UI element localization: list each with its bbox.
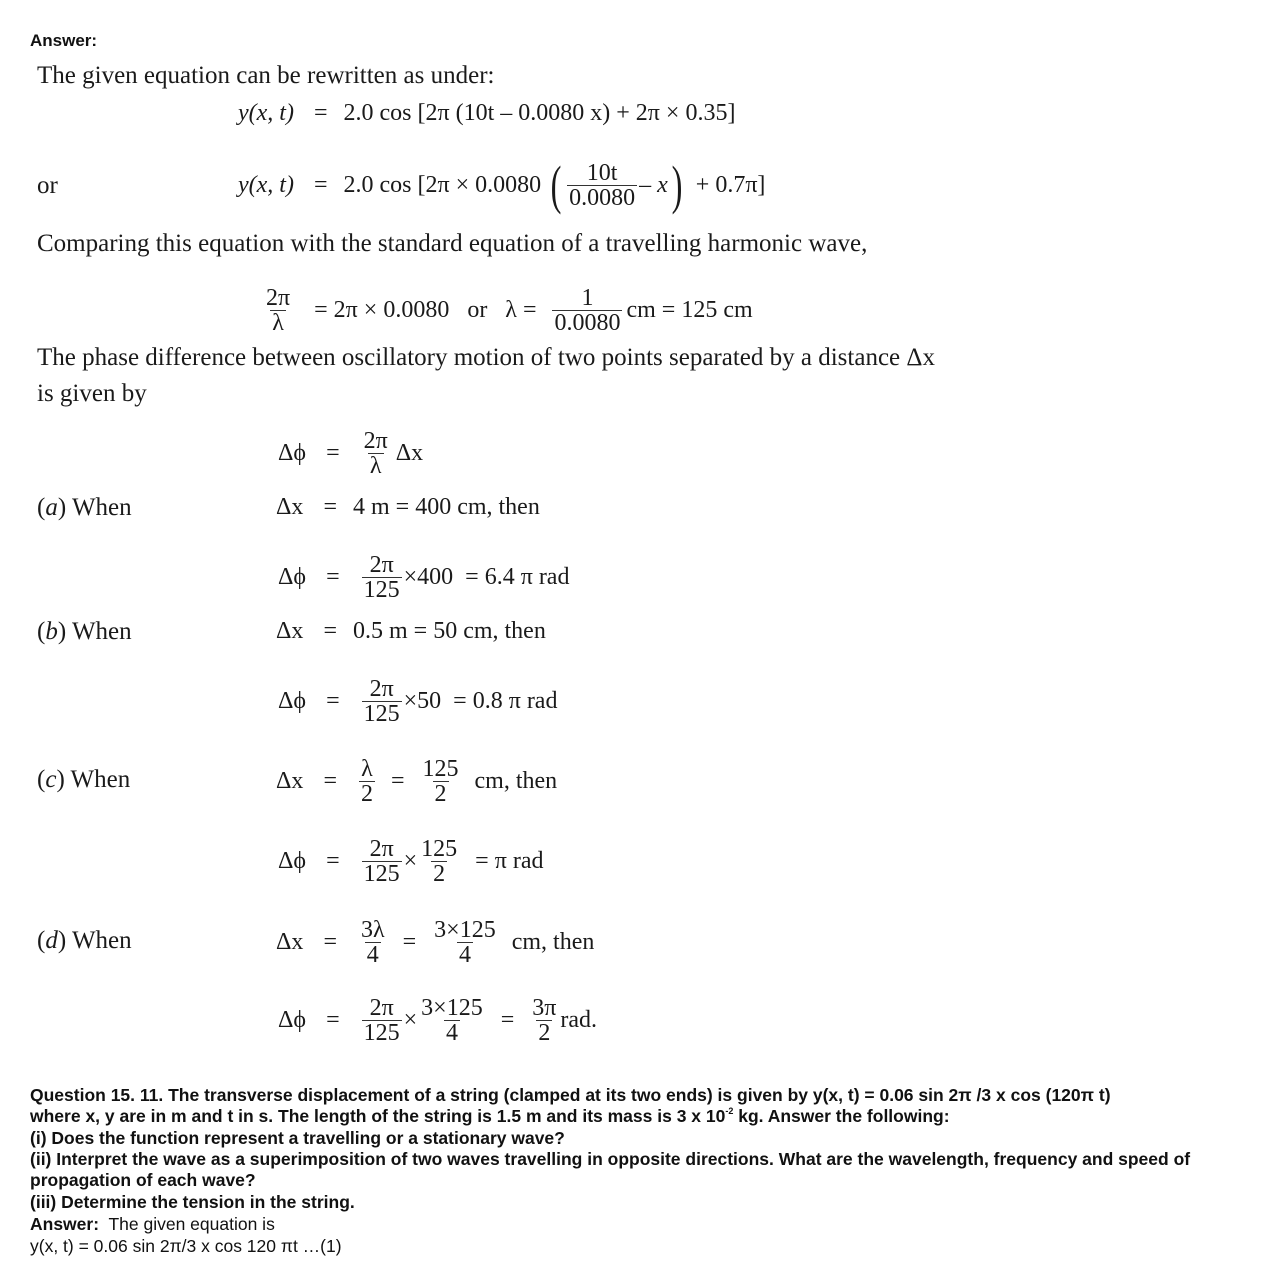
case-c-dphi-den: 125 (363, 860, 400, 887)
comparing-text: Comparing this equation with the standard equation of a travelling harmonic wave, (37, 230, 868, 257)
case-a-open: ( (37, 494, 46, 521)
case-d-dx-lhs: Δx (276, 928, 304, 955)
case-b-dphi-num: 2π (369, 675, 394, 702)
case-a-dphi-equals: = (326, 563, 340, 590)
case-a-dx-equals: = (323, 494, 337, 520)
case-b-dx-equals: = (323, 618, 337, 644)
case-b-dphi-equals: = (326, 687, 340, 714)
case-d-dx-f1-den: 4 (366, 941, 379, 968)
case-c-dx-frac1 (359, 757, 375, 806)
question-part-ii: (ii) Interpret the wave as a superimposition of two waves travelling in opposite directions. What are the wavelength, frequency and speed of (30, 1149, 1191, 1169)
case-d-dphi-equals2: = (500, 1006, 515, 1033)
case-a-dphi-den: 125 (363, 576, 400, 603)
case-a-dx-rhs: 4 m = 400 cm, then (352, 494, 540, 520)
question-line-2a: where x, y are in m and t in s. The length of the string is 1.5 m and its mass is 3 x 10 (30, 1106, 726, 1126)
case-c-dphi-frac2 (419, 837, 459, 886)
case-c-dphi-num: 2π (369, 835, 394, 862)
equation-4 (278, 418, 423, 488)
answer-text: The given equation is (99, 1214, 275, 1234)
question-line-2 (30, 1106, 950, 1127)
eq2-after-frac: – x (639, 171, 668, 198)
case-d-dphi-f3-den: 2 (538, 1019, 551, 1046)
case-c-dx-f1-num: λ (361, 755, 373, 782)
case-c-dx-tail: cm, then (474, 767, 558, 794)
eq4-equals: = (326, 439, 340, 466)
question-part-ii-cont: propagation of each wave? (30, 1170, 256, 1190)
case-c-dx-equals: = (323, 767, 337, 794)
case-d-dx-f1-num: 3λ (360, 916, 385, 943)
eq1-equals: = (313, 100, 328, 126)
case-d-open: ( (37, 927, 46, 954)
case-d-dphi-frac3 (530, 996, 558, 1045)
eq2-open-paren: ( (550, 155, 562, 215)
case-d-dx-frac2 (432, 918, 498, 967)
case-d-dphi-f2-den: 4 (445, 1019, 458, 1046)
case-a-letter: a (45, 494, 58, 521)
case-b-dphi-den: 125 (363, 700, 400, 727)
case-c-letter: c (45, 766, 57, 793)
eq2-frac-den: 0.0080 (569, 184, 636, 211)
question-line-2-sup: -2 (725, 1106, 734, 1116)
case-b-dphi-lhs: Δϕ (278, 687, 307, 714)
eq2-equals: = (313, 171, 328, 198)
case-b-dphi-tail: ×50 = 0.8 π rad (403, 687, 558, 714)
case-c-dphi-f2-den: 2 (433, 860, 446, 887)
eq4-tail: Δx (395, 439, 424, 466)
case-d-dphi-times: × (403, 1006, 418, 1033)
case-c-label (37, 766, 130, 794)
eq4-frac-num: 2π (363, 427, 388, 454)
answer-line (30, 1214, 275, 1235)
case-b-label (37, 618, 132, 646)
case-d-dphi-equals: = (326, 1006, 340, 1033)
eq4-lhs: Δϕ (278, 439, 307, 466)
case-a-dphi-frac (362, 553, 402, 602)
case-c-dx-frac2 (421, 757, 461, 806)
phase-text-line1: The phase difference between oscillatory motion of two points separated by a distance Δx (37, 344, 935, 371)
case-c-close: ) When (56, 766, 131, 793)
case-d-dphi-lhs: Δϕ (278, 1006, 307, 1033)
final-equation: y(x, t) = 0.06 sin 2π/3 x cos 120 πt …(1) (30, 1236, 342, 1256)
case-d-dx-tail: cm, then (511, 928, 595, 955)
case-d-dphi-den: 125 (363, 1019, 400, 1046)
case-c-dphi-equals: = (326, 847, 340, 874)
case-b-dx (276, 618, 546, 645)
eq1-lhs: y(x, t) (238, 100, 294, 126)
case-c-dphi-lhs: Δϕ (278, 847, 307, 874)
case-c-dphi-frac1 (362, 837, 402, 886)
eq2-rhs-a: 2.0 cos [2π × 0.0080 (343, 171, 542, 198)
case-b-dx-rhs: 0.5 m = 50 cm, then (352, 618, 546, 644)
answer-label: Answer: (30, 1214, 100, 1234)
case-c-dx-f1-den: 2 (360, 780, 373, 807)
case-d-dx-equals: = (323, 928, 337, 955)
case-a-dx-lhs: Δx (276, 494, 304, 520)
case-c-dx-f2-den: 2 (434, 780, 447, 807)
case-a-dphi-num: 2π (369, 551, 394, 578)
case-c-dphi-times: × (403, 847, 418, 874)
case-a-dphi-tail: ×400 = 6.4 π rad (403, 563, 570, 590)
case-c-dphi (278, 826, 543, 896)
case-d-label (37, 927, 132, 955)
case-d-dphi-tail: rad. (560, 1006, 598, 1033)
eq3-frac2-num: 1 (581, 284, 594, 311)
case-d-close: ) When (57, 927, 132, 954)
case-d-dx-f2-den: 4 (458, 941, 471, 968)
eq3-frac1-den: λ (272, 309, 284, 336)
eq4-fraction (362, 429, 390, 478)
case-d-dphi (278, 985, 597, 1055)
question-line-1: Question 15. 11. The transverse displacement of a string (clamped at its two ends) is given by y(x, t) = 0.06 sin 2π /3 x cos (120π t) (30, 1085, 1111, 1105)
equation-3 (262, 275, 753, 345)
case-d-dx-equals2: = (402, 928, 417, 955)
eq3-frac2 (552, 286, 622, 335)
question-line-2b: kg. Answer the following: (733, 1106, 950, 1126)
intro-text: The given equation can be rewritten as under: (37, 62, 495, 89)
eq2-close-paren: ) (671, 155, 683, 215)
eq1-rhs: 2.0 cos [2π (10t – 0.0080 x) + 2π × 0.35] (343, 100, 736, 126)
case-d-dphi-f2-num: 3×125 (421, 994, 483, 1021)
case-d-dphi-num: 2π (369, 994, 394, 1021)
case-a-dx (276, 494, 540, 521)
case-d-dphi-frac1 (362, 996, 402, 1045)
case-d-letter: d (45, 927, 58, 954)
eq4-frac-den: λ (369, 452, 382, 479)
case-d-dphi-f3-num: 3π (532, 994, 557, 1021)
case-d-dx-f2-num: 3×125 (434, 916, 496, 943)
case-c-dphi-tail: = π rad (475, 847, 544, 874)
case-a-dphi (278, 542, 569, 612)
case-c-open: ( (37, 766, 46, 793)
case-c-dx (276, 746, 557, 816)
eq3-tail: cm = 125 cm (626, 296, 753, 323)
case-c-dx-equals2: = (390, 767, 405, 794)
case-b-dx-lhs: Δx (276, 618, 304, 644)
case-c-dphi-f2-num: 125 (421, 835, 458, 862)
case-d-dphi-frac2 (419, 996, 485, 1045)
equation-1 (238, 100, 735, 127)
eq2-prefix: or (37, 172, 58, 199)
answer-heading: Answer: (30, 31, 98, 50)
case-a-close: ) When (57, 494, 132, 521)
eq2-lhs: y(x, t) (238, 171, 294, 198)
eq3-frac2-den: 0.0080 (554, 309, 621, 336)
eq2-frac-num: 10t (586, 159, 618, 186)
question-part-iii: (iii) Determine the tension in the string. (30, 1192, 355, 1212)
eq3-mid: = 2π × 0.0080 or λ = (314, 296, 537, 323)
eq2-rhs-b: + 0.7π] (695, 171, 766, 198)
question-part-i: (i) Does the function represent a travelling or a stationary wave? (30, 1128, 565, 1148)
phase-text-line2: is given by (37, 380, 147, 407)
eq3-frac1 (264, 286, 292, 335)
case-b-dphi-frac (362, 677, 402, 726)
case-b-close: ) When (57, 618, 132, 645)
case-b-dphi (278, 666, 557, 736)
case-c-dx-f2-num: 125 (422, 755, 459, 782)
eq2-fraction (567, 161, 637, 210)
case-b-open: ( (37, 618, 46, 645)
case-c-dx-lhs: Δx (276, 767, 304, 794)
case-b-letter: b (45, 618, 58, 645)
case-d-dx (276, 907, 594, 977)
case-a-label (37, 494, 132, 522)
case-a-dphi-lhs: Δϕ (278, 563, 307, 590)
equation-2 (238, 150, 765, 220)
case-d-dx-frac1 (359, 918, 387, 967)
eq3-frac1-num: 2π (266, 284, 291, 311)
